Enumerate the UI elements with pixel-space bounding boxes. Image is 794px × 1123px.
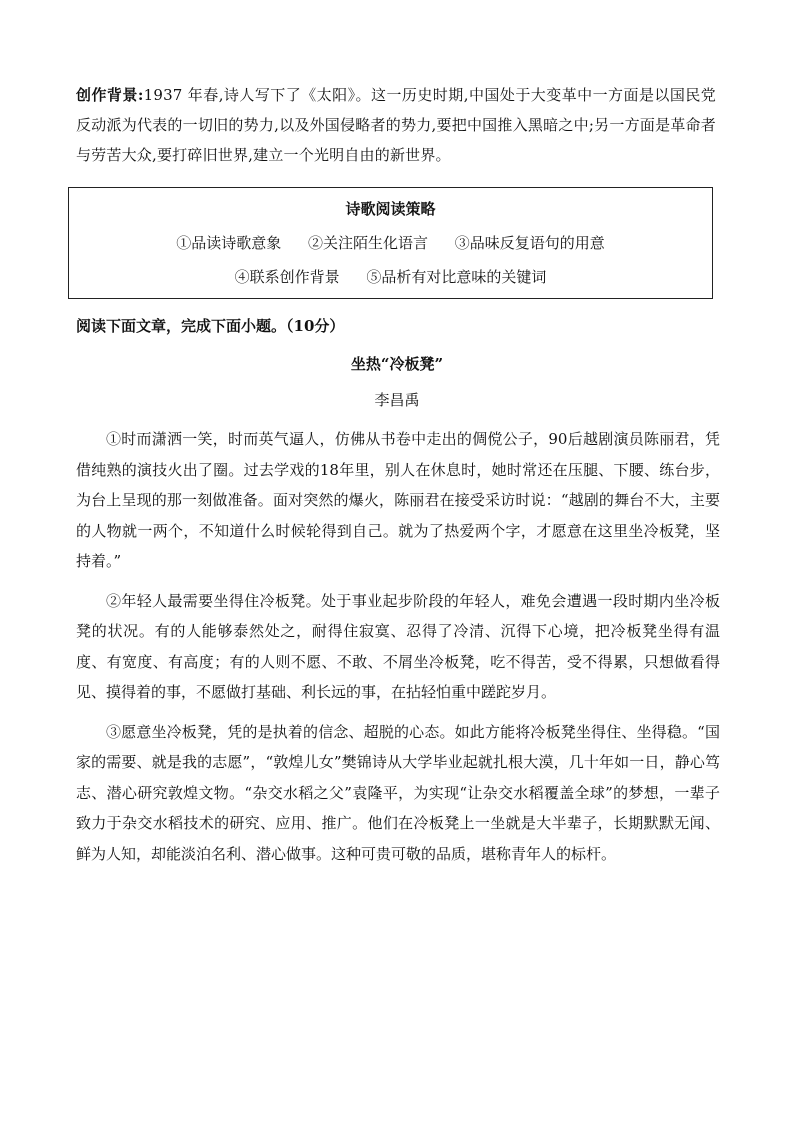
article-paragraph-3: ③愿意坐冷板凳，凭的是执着的信念、超脱的心态。如此方能将冷板凳坐得住、坐得稳。“国家的需要、就是我的志愿”，“敦煌儿女”樊锦诗从大学毕业起就扎根大漠，几十年如一日，静心笃志、潜心研究敦煌文物。“杂交水稻之父”袁隆平，为实现“让杂交水稻覆盖全球”的梦想，一辈子致力于杂交水稻技术的研究、应用、推广。他们在冷板凳上一坐就是大半辈子，长期默默无闻、鲜为人知，却能淡泊名利、潜心做事。这种可贵可敬的品质，堪称青年人的标杆。: [76, 722, 720, 863]
article-title: 坐热“冷板凳”: [350, 355, 444, 373]
strategy-item-4: ④联系创作背景: [234, 268, 340, 286]
strategy-item-3: ③品味反复语句的用意: [454, 234, 605, 252]
strategy-item-2: ②关注陌生化语言: [307, 234, 428, 252]
strategy-row-2: [69, 266, 712, 288]
poetry-reading-strategy-box: [68, 187, 713, 299]
strategy-item-1: ①品读诗歌意象: [176, 234, 282, 252]
article-author: 李昌禹: [374, 391, 420, 409]
creation-background-paragraph: [76, 80, 716, 170]
creation-background-text: 1937 年春,诗人写下了《太阳》。这一历史时期,中国处于大变革中一方面是以国民党反动派为代表的一切旧的势力,以及外国侵略者的势力,要把中国推入黑暗之中;另一方面是革命者与劳苦大众,要打碎旧世界,建立一个光明自由的新世界。: [76, 86, 716, 164]
creation-background-label: 创作背景:: [76, 86, 144, 104]
article-body: [76, 424, 720, 878]
strategy-item-5: ⑤品析有对比意味的关键词: [366, 268, 547, 286]
article-paragraph-1: ①时而潇洒一笑，时而英气逼人，仿佛从书卷中走出的倜傥公子，90后越剧演员陈丽君，凭借纯熟的演技火出了圈。过去学戏的18年里，别人在休息时，她时常还在压腿、下腰、练台步，为台上呈现的那一刻做准备。面对突然的爆火，陈丽君在接受采访时说：“越剧的舞台不大，主要的人物就一两个，不知道什么时候轮得到自己。就为了热爱两个字，才愿意在这里坐冷板凳，坚持着。”: [76, 430, 720, 570]
reading-instruction: 阅读下面文章，完成下面小题。（10分）: [76, 317, 345, 335]
strategy-row-1: [69, 232, 712, 254]
article-paragraph-2: ②年轻人最需要坐得住冷板凳。处于事业起步阶段的年轻人，难免会遭遇一段时期内坐冷板凳的状况。有的人能够泰然处之，耐得住寂寞、忍得了冷清、沉得下心境，把冷板凳坐得有温度、有宽度、有高度；有的人则不愿、不敢、不屑坐冷板凳，吃不得苦，受不得累，只想做看得见、摸得着的事，不愿做打基础、利长远的事，在拈轻怕重中蹉跎岁月。: [76, 591, 720, 701]
strategy-title: 诗歌阅读策略: [345, 200, 436, 218]
